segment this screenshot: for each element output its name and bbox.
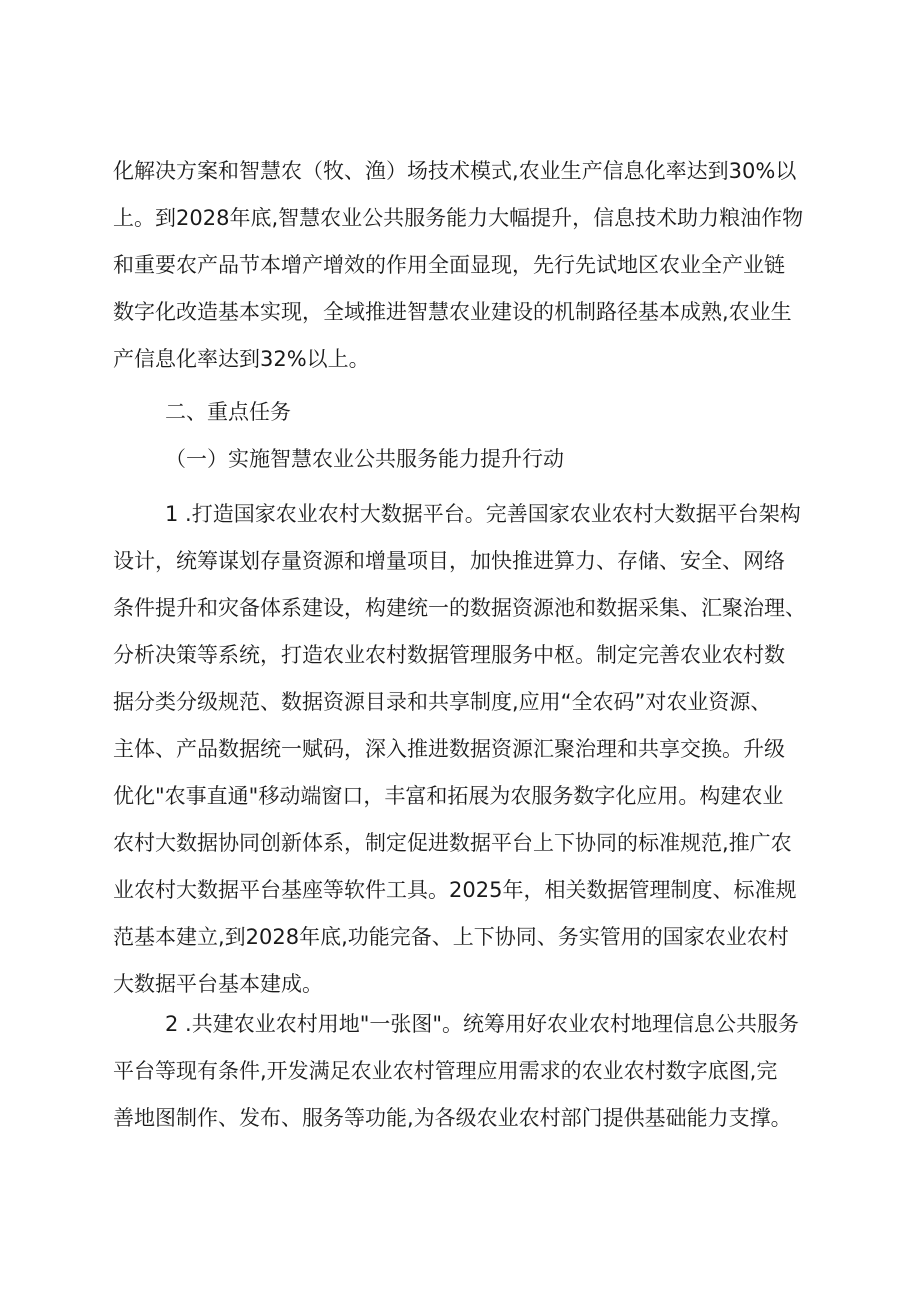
text-line: 主体、产品数据统一赋码，深入推进数据资源汇聚治理和共享交换。升级 <box>113 737 785 761</box>
text-line: 范基本建立,到2028年底,功能完备、上下协同、务实管用的国家农业农村 <box>113 925 789 949</box>
section-heading: 二、重点任务 <box>165 400 291 424</box>
text-line: 上。到2028年底,智慧农业公共服务能力大幅提升，信息技术助力粮油作物 <box>113 206 804 230</box>
subsection-heading: （一）实施智慧农业公共服务能力提升行动 <box>165 447 564 471</box>
text-line: 数字化改造基本实现，全域推进智慧农业建设的机制路径基本成熟,农业生 <box>113 300 792 324</box>
text-line: 业农村大数据平台基座等软件工具。2025年，相关数据管理制度、标准规 <box>113 878 797 902</box>
text-line: 2 .共建农业农村用地"一张图"。统筹用好农业农村地理信息公共服务 <box>165 1012 800 1036</box>
text-line: 产信息化率达到32%以上。 <box>113 347 370 371</box>
text-line: 大数据平台基本建成。 <box>113 972 323 996</box>
text-line: 善地图制作、发布、服务等功能,为各级农业农村部门提供基础能力支撑。 <box>113 1106 792 1130</box>
text-line: 条件提升和灾备体系建设，构建统一的数据资源池和数据采集、汇聚治理、 <box>113 596 806 620</box>
text-line: 分析决策等系统，打造农业农村数据管理服务中枢。制定完善农业农村数 <box>113 643 785 667</box>
text-line: 设计，统筹谋划存量资源和增量项目，加快推进算力、存储、安全、网络 <box>113 549 785 573</box>
text-line: 据分类分级规范、数据资源目录和共享制度,应用“全农码”对农业资源、 <box>113 690 772 714</box>
paragraph-intro <box>113 148 825 383</box>
text-line: 1 .打造国家农业农村大数据平台。完善国家农业农村大数据平台架构 <box>165 502 801 526</box>
text-line: 优化"农事直通"移动端窗口，丰富和拓展为农服务数字化应用。构建农业 <box>113 784 784 808</box>
text-line: 和重要农产品节本增产增效的作用全面显现，先行先试地区农业全产业链 <box>113 253 785 277</box>
text-line: 化解决方案和智慧农（牧、渔）场技术模式,农业生产信息化率达到30%以 <box>113 159 797 183</box>
paragraph-item-1 <box>113 491 825 1008</box>
paragraph-item-2 <box>113 1001 825 1142</box>
text-line: 农村大数据协同创新体系，制定促进数据平台上下协同的标准规范,推广农 <box>113 831 792 855</box>
text-line: 平台等现有条件,开发满足农业农村管理应用需求的农业农村数字底图,完 <box>113 1059 778 1083</box>
subsection-heading-block <box>113 436 825 483</box>
section-heading-block <box>113 389 825 436</box>
